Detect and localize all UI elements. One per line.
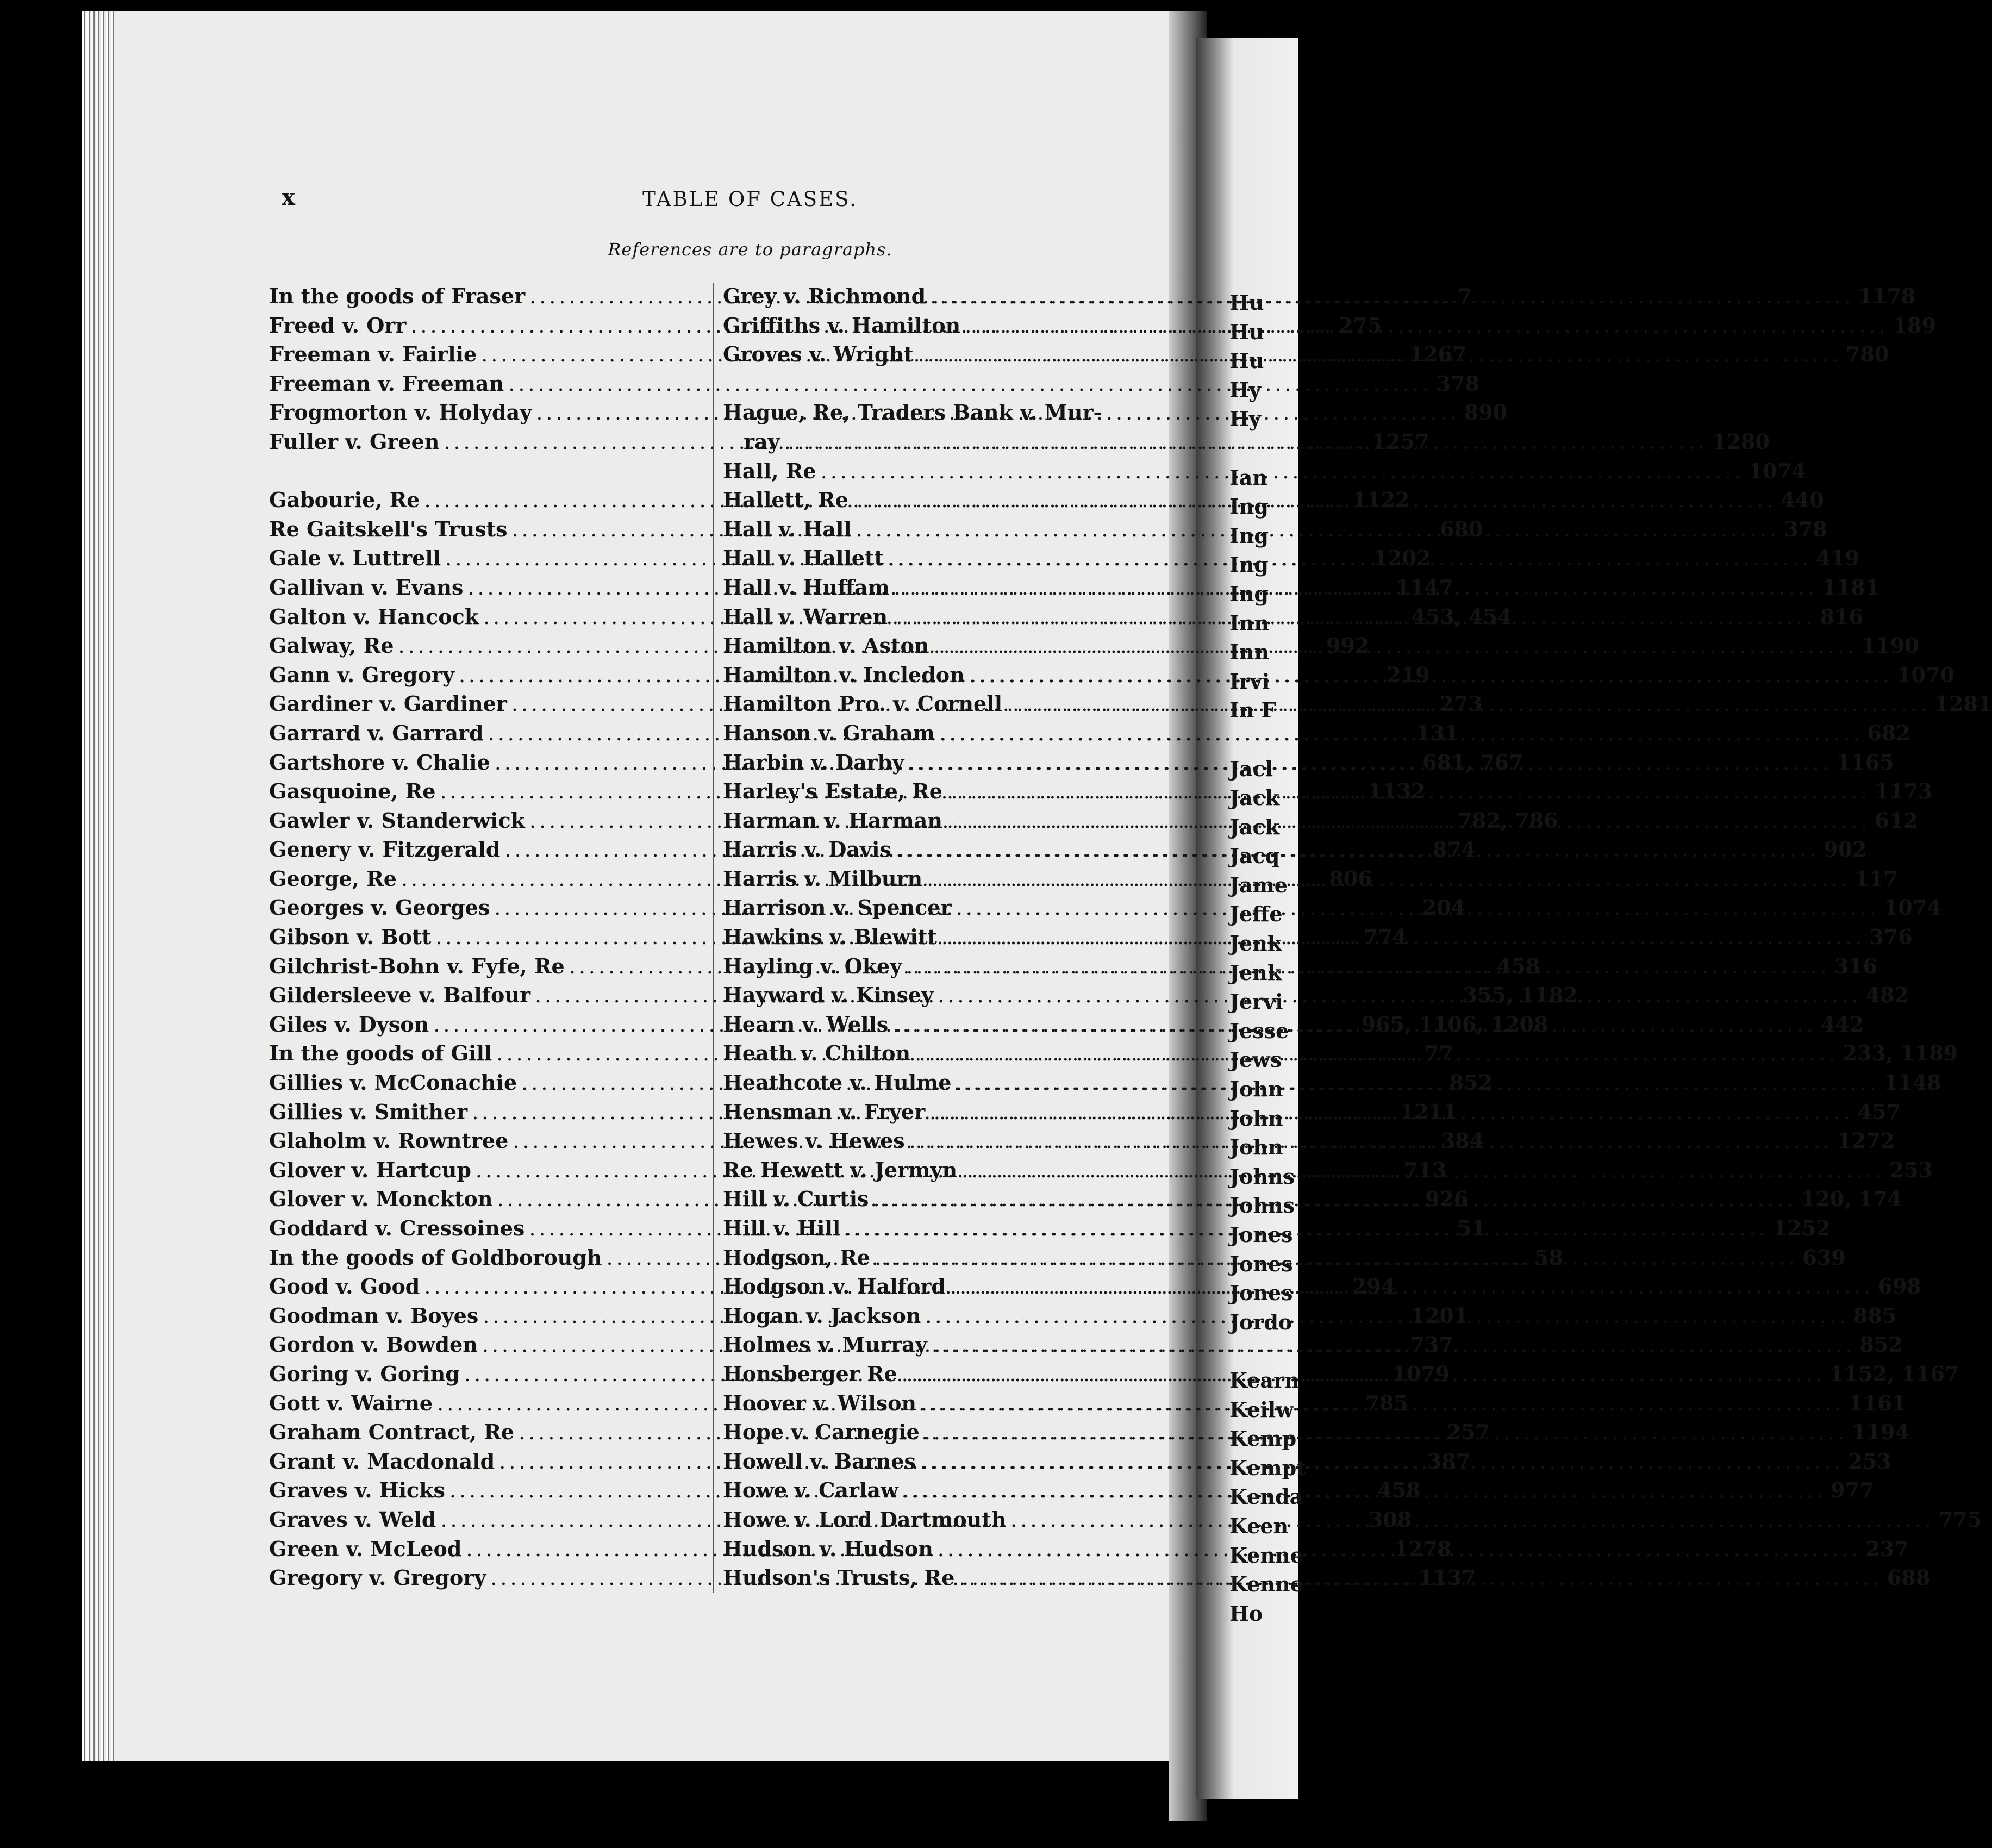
case-name: Hall v. Huffam — [723, 575, 890, 600]
paragraph-reference: 806 — [1329, 866, 1372, 891]
case-name: Hewes v. Hewes — [723, 1128, 905, 1153]
case-name: Hope v. Carnegie — [723, 1420, 920, 1445]
case-name: Freed v. Orr — [269, 313, 407, 338]
dot-leader — [950, 1272, 1874, 1302]
facing-page-fragment: Hy — [1229, 377, 1261, 402]
facing-page-fragment: Kearn — [1229, 1368, 1300, 1393]
paragraph-reference: 698 — [1878, 1274, 1921, 1299]
case-name: Green v. McLeod — [269, 1536, 462, 1561]
case-name: Heathcote v. Hulme — [723, 1070, 952, 1095]
page-folio: x — [282, 184, 296, 210]
paragraph-reference: 387 — [1427, 1449, 1470, 1474]
facing-page-fragment: Jacl — [1229, 756, 1273, 781]
dot-leader — [845, 1214, 1768, 1244]
paragraph-reference: 1161 — [1849, 1390, 1907, 1415]
paragraph-reference: 1165 — [1836, 750, 1894, 775]
facing-page-fragment: Kenne — [1229, 1572, 1303, 1597]
facing-page-fragment: Inn — [1229, 640, 1270, 665]
paragraph-reference: 1252 — [1772, 1216, 1831, 1240]
paragraph-reference: 774 — [1363, 925, 1407, 950]
facing-page-fragment: Kenne — [1229, 1543, 1303, 1568]
case-name: Hayward v. Kinsey — [723, 983, 934, 1008]
dot-leader — [932, 1331, 1855, 1360]
dot-leader — [896, 835, 1819, 865]
facing-page-fragment: Ho — [1229, 1601, 1263, 1626]
case-name: Howe v. Lord Dartmouth — [723, 1507, 1007, 1532]
case-name: Hodgson, Re — [723, 1245, 870, 1270]
dot-leader — [925, 1302, 1849, 1331]
case-name: Harris v. Davis — [723, 837, 891, 862]
paragraph-reference: 1132 — [1367, 779, 1426, 804]
facing-page-fragment: Hu — [1229, 348, 1264, 373]
paragraph-reference: 1181 — [1822, 575, 1880, 600]
facing-page-fragment — [1229, 1337, 1298, 1366]
dot-leader — [938, 981, 1861, 1010]
facing-page-fragment: Hy — [1229, 407, 1261, 432]
paragraph-reference: 816 — [1820, 604, 1863, 629]
case-name: Griffiths v. Hamilton — [723, 313, 961, 338]
facing-page-fragment: Jordo — [1229, 1309, 1292, 1334]
paragraph-reference: 1148 — [1883, 1070, 1941, 1095]
facing-page-fragment: Jacq — [1229, 844, 1280, 869]
facing-page-fragment: Jones — [1229, 1281, 1293, 1306]
case-name: Genery v. Fitzgerald — [269, 837, 501, 862]
facing-page-fragment: Jews — [1229, 1047, 1282, 1072]
facing-page-fragment: Ian — [1229, 465, 1268, 490]
paragraph-reference: 233, 1189 — [1843, 1041, 1958, 1066]
paragraph-reference: 682 — [1867, 720, 1910, 745]
case-name: Goddard v. Cressoines — [269, 1216, 525, 1240]
case-name: Groves v. Wright — [723, 342, 914, 367]
dot-leader — [956, 894, 1879, 923]
case-name: Glover v. Monckton — [269, 1187, 493, 1212]
paragraph-reference: 1211 — [1400, 1099, 1458, 1124]
paragraph-reference: 1074 — [1883, 895, 1941, 920]
case-name: Harman v. Harman — [723, 808, 942, 833]
paragraph-reference: 977 — [1831, 1478, 1874, 1503]
case-name: Harris v. Milburn — [723, 866, 923, 891]
facing-page-fragment: Ing — [1229, 552, 1269, 577]
case-name: Re Hewett v. Jermyn — [723, 1157, 958, 1182]
paragraph-reference: 384 — [1440, 1128, 1484, 1153]
paragraph-reference: 376 — [1869, 925, 1913, 950]
case-name: Galway, Re — [269, 633, 394, 658]
case-name: Glaholm v. Rowntree — [269, 1128, 509, 1153]
paragraph-reference: 294 — [1352, 1274, 1396, 1299]
case-name: Goring v. Goring — [269, 1361, 460, 1386]
case-name: Hall v. Hall — [723, 516, 852, 541]
case-name: Holmes v. Murray — [723, 1332, 927, 1357]
case-name: Hawkins v. Blewitt — [723, 925, 937, 950]
case-name: Fuller v. Green — [269, 429, 440, 454]
case-name: Gabourie, Re — [269, 488, 420, 513]
facing-page-fragment: Kempt — [1229, 1455, 1306, 1480]
facing-page-column — [1229, 288, 1306, 1628]
facing-page-fragment: Jesse — [1229, 1018, 1289, 1043]
facing-page-fragment: Jenk — [1229, 960, 1282, 985]
paragraph-reference: 1079 — [1392, 1361, 1450, 1386]
paragraph-reference: 639 — [1802, 1245, 1846, 1270]
paragraph-reference: 1202 — [1373, 546, 1431, 571]
dot-leader — [933, 632, 1857, 661]
dot-leader — [892, 1010, 1816, 1040]
case-name: Honsberger Re — [723, 1361, 897, 1386]
page-edge — [82, 11, 114, 1761]
case-name: Hanson v. Graham — [723, 720, 935, 745]
dot-leader — [969, 661, 1893, 690]
case-name: Harley's Estate, Re — [723, 779, 942, 804]
dot-leader — [888, 544, 1812, 573]
dot-leader — [965, 311, 1888, 341]
case-name: Gordon v. Bowden — [269, 1332, 478, 1357]
dot-leader — [938, 1535, 1861, 1564]
case-name: Garrard v. Garrard — [269, 720, 484, 745]
paragraph-reference: 117 — [1854, 866, 1898, 891]
case-name: Hensman v. Fryer — [723, 1099, 926, 1124]
paragraph-reference: 780 — [1846, 342, 1889, 367]
case-name: Galton v. Hancock — [269, 604, 479, 629]
case-name: Hamilton v. Incledon — [723, 662, 965, 687]
dot-leader — [908, 748, 1832, 778]
paragraph-reference: 1137 — [1418, 1565, 1476, 1590]
dot-leader — [892, 603, 1815, 632]
facing-page-fragment: Kemp — [1229, 1426, 1297, 1451]
case-name: Grant v. Macdonald — [269, 1449, 495, 1474]
facing-page-fragment — [1229, 725, 1298, 754]
dot-leader — [903, 1476, 1826, 1506]
paragraph-reference: 688 — [1887, 1565, 1931, 1590]
paragraph-reference: 1194 — [1852, 1420, 1910, 1445]
facing-page-fragment: Johns — [1229, 1164, 1295, 1189]
paragraph-reference: 902 — [1824, 837, 1867, 862]
facing-page-fragment: Inn — [1229, 610, 1270, 635]
dot-leader — [1007, 690, 1930, 719]
case-name: Graves v. Hicks — [269, 1478, 445, 1503]
dot-leader — [947, 777, 1870, 807]
paragraph-reference: 253 — [1848, 1449, 1891, 1474]
dot-leader — [853, 486, 1776, 515]
facing-page-fragment: Jervi — [1229, 989, 1283, 1014]
dot-leader — [894, 573, 1818, 603]
case-name: Georges v. Georges — [269, 895, 490, 920]
facing-page-fragment — [1229, 434, 1298, 463]
case-name: Gasquoine, Re — [269, 779, 436, 804]
case-name: Gillies v. McConachie — [269, 1070, 517, 1095]
case-name: Heath v. Chilton — [723, 1041, 911, 1066]
dot-leader — [918, 340, 1841, 370]
paragraph-reference: 237 — [1865, 1536, 1909, 1561]
dot-leader — [929, 1098, 1853, 1127]
case-name: Hoover v. Wilson — [723, 1390, 917, 1415]
case-name: Frogmorton v. Holyday — [269, 400, 532, 425]
dot-leader — [961, 1156, 1885, 1185]
facing-page-fragment: Jack — [1229, 814, 1280, 839]
paragraph-reference: 782, 786 — [1457, 808, 1558, 833]
paragraph-reference: 965, 1106, 1208 — [1361, 1012, 1548, 1037]
facing-page-fragment: Jenk — [1229, 931, 1282, 956]
dot-leader — [959, 1564, 1882, 1593]
paragraph-reference: 257 — [1446, 1420, 1490, 1445]
dot-leader — [902, 1360, 1825, 1389]
case-name: Gartshore v. Chalie — [269, 750, 490, 775]
case-name: Harbin v. Darby — [723, 750, 904, 775]
dot-leader — [939, 719, 1863, 748]
paragraph-reference: 713 — [1403, 1157, 1447, 1182]
paragraph-reference: 458 — [1497, 953, 1540, 978]
dot-leader — [873, 1185, 1796, 1214]
paragraph-reference: 1190 — [1861, 633, 1919, 658]
facing-page-fragment: Johns — [1229, 1193, 1295, 1218]
paragraph-reference: 378 — [1784, 516, 1827, 541]
facing-page-fragment: Kenda — [1229, 1484, 1303, 1509]
paragraph-reference: 419 — [1816, 546, 1859, 571]
case-name: Hallett, Re — [723, 488, 848, 513]
case-name: Glover v. Hartcup — [269, 1157, 471, 1182]
paragraph-reference: 77 — [1424, 1041, 1453, 1066]
dot-leader — [906, 952, 1829, 982]
facing-page-fragment: In F — [1229, 698, 1276, 723]
case-name: Gregory v. Gregory — [269, 1565, 486, 1590]
case-name: Giles v. Dyson — [269, 1012, 429, 1037]
case-entry — [723, 398, 1158, 427]
dot-leader — [915, 1039, 1838, 1069]
facing-page-fragment: Jones — [1229, 1251, 1293, 1276]
facing-page-fragment: Ing — [1229, 523, 1269, 548]
case-name: Hall v. Warren — [723, 604, 888, 629]
case-name: Graves v. Weld — [269, 1507, 436, 1532]
paragraph-reference: 457 — [1857, 1099, 1901, 1124]
paragraph-reference: 204 — [1422, 895, 1465, 920]
case-name: Gildersleeve v. Balfour — [269, 983, 530, 1008]
paragraph-reference: 1070 — [1897, 662, 1954, 687]
case-name: Hodgson v. Halford — [723, 1274, 946, 1299]
case-name: In the goods of Fraser — [269, 284, 526, 308]
paragraph-reference: 1152, 1167 — [1829, 1361, 1959, 1386]
dot-leader — [924, 1418, 1847, 1447]
facing-page-fragment: Hu — [1229, 319, 1264, 344]
facing-page-fragment: John — [1229, 1077, 1283, 1102]
facing-page-fragment: Jack — [1229, 785, 1280, 810]
paragraph-reference: 775 — [1938, 1507, 1982, 1532]
facing-page-fragment: Keilw — [1229, 1397, 1294, 1422]
paragraph-reference: 1178 — [1858, 284, 1916, 308]
dot-leader — [920, 1447, 1844, 1477]
section-gap — [269, 457, 704, 486]
facing-page-fragment: Jame — [1229, 872, 1288, 897]
dot-leader — [856, 515, 1779, 545]
case-name: Hudson v. Hudson — [723, 1536, 933, 1561]
facing-page-fragment: Ing — [1229, 581, 1269, 606]
case-name: Re Gaitskell's Trusts — [269, 516, 508, 541]
dot-leader — [875, 1244, 1798, 1273]
paragraph-reference: 1281 — [1934, 691, 1992, 716]
paragraph-reference: 453, 454 — [1411, 604, 1512, 629]
paragraph-reference: 680 — [1440, 516, 1483, 541]
facing-page-fragment: Jones — [1229, 1222, 1293, 1247]
running-head: TABLE OF CASES. — [642, 188, 858, 211]
paragraph-reference: 378 — [1436, 371, 1479, 396]
case-name: Gilchrist-Bohn v. Fyfe, Re — [269, 953, 565, 978]
case-name: In the goods of Goldborough — [269, 1245, 602, 1270]
case-name: Hamilton v. Aston — [723, 633, 929, 658]
case-name: Hall, Re — [723, 458, 816, 483]
facing-page-fragment: Keen — [1229, 1513, 1289, 1538]
case-name: Freeman v. Freeman — [269, 371, 504, 396]
paragraph-reference: 7 — [1457, 284, 1472, 308]
case-name: George, Re — [269, 866, 397, 891]
paragraph-reference: 681, 767 — [1422, 750, 1523, 775]
paragraph-reference: 273 — [1439, 691, 1483, 716]
paragraph-reference: 926 — [1425, 1187, 1469, 1212]
paragraph-reference: 1272 — [1837, 1128, 1895, 1153]
case-name: Good v. Good — [269, 1274, 420, 1299]
case-name: Harrison v. Spencer — [723, 895, 952, 920]
paragraph-reference: 440 — [1781, 488, 1824, 513]
paragraph-reference: 458 — [1377, 1478, 1421, 1503]
case-name: Gillies v. Smither — [269, 1099, 468, 1124]
paragraph-reference: 885 — [1853, 1303, 1897, 1328]
case-name: Gann v. Gregory — [269, 662, 454, 687]
paragraph-reference: 1278 — [1394, 1536, 1452, 1561]
paragraph-reference: 1267 — [1409, 342, 1467, 367]
case-name: Grey v. Richmond — [723, 284, 926, 308]
facing-page-fragment: John — [1229, 1106, 1283, 1131]
paragraph-reference: 1074 — [1749, 458, 1806, 483]
case-name: Howell v. Barnes — [723, 1449, 916, 1474]
paragraph-reference: 1280 — [1712, 429, 1770, 454]
paragraph-reference: 355, 1182 — [1463, 983, 1578, 1008]
paragraph-reference: 51 — [1457, 1216, 1486, 1240]
case-name: Howe v. Carlaw — [723, 1478, 898, 1503]
paragraph-reference: 1147 — [1395, 575, 1453, 600]
case-name: Goodman v. Boyes — [269, 1303, 479, 1328]
paragraph-reference: 612 — [1875, 808, 1918, 833]
paragraph-reference: 1122 — [1352, 488, 1410, 513]
case-name: Hudson's Trusts, Re — [723, 1565, 955, 1590]
case-name: Freeman v. Fairlie — [269, 342, 477, 367]
facing-page-fragment: John — [1229, 1135, 1283, 1160]
paragraph-reference: 482 — [1865, 983, 1909, 1008]
paragraph-reference: 58 — [1534, 1245, 1563, 1270]
case-name: Hayling v. Okey — [723, 953, 902, 978]
paragraph-reference: 852 — [1449, 1070, 1493, 1095]
paragraph-reference: 1173 — [1875, 779, 1933, 804]
paragraph-reference: 308 — [1368, 1507, 1412, 1532]
paragraph-reference: 253 — [1889, 1157, 1933, 1182]
dot-leader — [947, 807, 1870, 836]
facing-page-fragment: Jeffe — [1229, 902, 1283, 927]
case-name: Hamilton Pro. v. Cornell — [723, 691, 1003, 716]
paragraph-reference: 316 — [1834, 953, 1878, 978]
case-name: In the goods of Gill — [269, 1041, 492, 1066]
case-name: ray — [744, 429, 780, 454]
case-name: Hall v. Hallett — [723, 546, 884, 571]
paragraph-reference: 737 — [1410, 1332, 1453, 1357]
case-name: Graham Contract, Re — [269, 1420, 515, 1445]
paragraph-reference: 275 — [1338, 313, 1382, 338]
case-name: Gardiner v. Gardiner — [269, 691, 507, 716]
paragraph-reference: 874 — [1432, 837, 1476, 862]
dot-leader — [909, 1127, 1833, 1156]
paragraph-reference: 442 — [1820, 1012, 1864, 1037]
case-name: Hearn v. Wells — [723, 1012, 889, 1037]
dot-leader — [1010, 1506, 1934, 1535]
dot-leader — [930, 282, 1853, 311]
paragraph-reference: 1201 — [1410, 1303, 1469, 1328]
case-name: Hague, Re, Traders Bank v. Mur- — [723, 400, 1102, 425]
section-gap — [723, 369, 1158, 398]
dot-leader — [941, 923, 1865, 952]
dot-leader — [921, 1389, 1844, 1419]
case-name: Gott v. Wairne — [269, 1390, 433, 1415]
case-name: Hill v. Hill — [723, 1216, 841, 1240]
case-name: Gale v. Luttrell — [269, 546, 441, 571]
facing-page-fragment: Hu — [1229, 290, 1264, 315]
case-name: Gallivan v. Evans — [269, 575, 464, 600]
paragraph-reference: 219 — [1387, 662, 1430, 687]
paragraph-reference: 131 — [1416, 720, 1459, 745]
column-divider — [713, 283, 714, 1593]
paragraph-reference: 852 — [1859, 1332, 1903, 1357]
facing-page-fragment: Irvi — [1229, 669, 1270, 694]
paragraph-reference: 992 — [1326, 633, 1370, 658]
references-note: References are to paragraphs. — [608, 239, 892, 260]
dot-leader — [956, 1069, 1879, 1098]
paragraph-reference: 890 — [1464, 400, 1508, 425]
dot-leader — [927, 865, 1850, 894]
paragraph-reference: 189 — [1893, 313, 1936, 338]
facing-page-fragment: Ing — [1229, 494, 1269, 519]
paragraph-reference: 785 — [1365, 1390, 1408, 1415]
case-name: Gawler v. Standerwick — [269, 808, 525, 833]
case-name: Hogan v. Jackson — [723, 1303, 921, 1328]
case-name: Hill v. Curtis — [723, 1187, 869, 1212]
paragraph-reference: 1257 — [1371, 429, 1429, 454]
paragraph-reference: 120, 174 — [1801, 1187, 1902, 1212]
case-name: Gibson v. Bott — [269, 925, 432, 950]
